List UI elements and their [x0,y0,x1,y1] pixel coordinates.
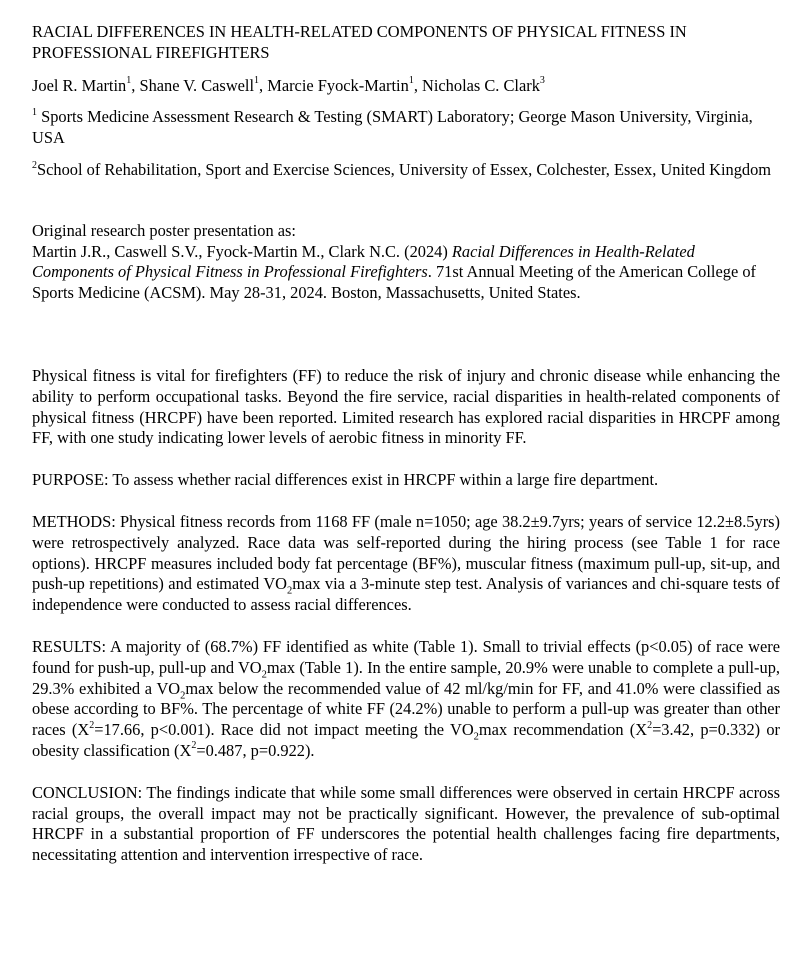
author-affiliation-mark: 1 [126,75,132,87]
citation-text [32,242,780,304]
affiliation-text: Sports Medicine Assessment Research & Testing (SMART) Laboratory; George Mason University, Virginia, USA [32,107,753,148]
affiliation-mark: 2 [32,159,37,171]
affiliation-1 [32,107,780,149]
presentation-citation [32,221,780,304]
citation-venue: . 71st Annual Meeting of the American College of Sports Medicine (ACSM). May 28-31, 2024. Boston, Massachusetts, United States. [32,262,756,303]
background-paragraph: Physical fitness is vital for firefighters (FF) to reduce the risk of injury and chronic disease while enhancing the ability to perform occupational tasks. Beyond the fire service, racial disparities in health-related components of physical fitness (HRCPF) have been reported. Limited research has explored racial disparities in HRCPF among FF, with one study indicating lower levels of aerobic fitness in minority FF. [32,365,780,448]
author-affiliation-mark: 1 [254,75,260,87]
presentation-intro: Original research poster presentation as: [32,220,296,240]
author-name: Shane V. Caswell [139,75,255,95]
results-paragraph: RESULTS: A majority of (68.7%) FF identified as white (Table 1). Small to trivial effects (p<0.05) of race were found for push-up, pull-up and $VO_2\max$ (Table 1). In the entire sample, 20.9% were unable to complete a pull-up, 29.3% exhibited a $VO_2\max$ below the recommended value of 42 ml/kg/min for FF, and 41.0% were classified as obese according to BF%. The percentage of white FF (24.2%) unable to perform a pull-up was greater than other races ($X^2=17.66$, p<0.001). Race did not impact meeting the $VO_2\max$ recommendation ($X^2=3.42$, p=0.332) or obesity classification ($X^2=0.487$, p=0.922). [32,636,781,760]
author-name: Nicholas C. Clark [422,75,540,95]
abstract-document [32,22,780,866]
affiliation-mark: 1 [32,106,37,118]
affiliation-2 [32,160,780,181]
document-title: RACIAL DIFFERENCES IN HEALTH-RELATED COMPONENTS OF PHYSICAL FITNESS IN PROFESSIONAL FIREFIGHTERS [32,22,687,62]
citation-title: Racial Differences in Health-Related Components of Physical Fitness in Professional Firefighters [32,241,695,282]
author-affiliation-mark: 1 [408,75,414,87]
methods-paragraph: METHODS: Physical fitness records from 1168 FF (male n=1050; age 38.2±9.7yrs; years of service 12.2±8.5yrs) were retrospectively analyzed. Race data was self-reported during the hiring process (see Table 1 for race options). HRCPF measures included body fat percentage (BF%), muscular fitness (maximum pull-up, sit-up, and push-up repetitions) and estimated $VO_2\max$ via a 3-minute step test. Analysis of variances and chi-square tests of independence were conducted to assess racial differences. [32,511,781,615]
purpose-paragraph: PURPOSE: To assess whether racial differences exist in HRCPF within a large fire department. [32,470,659,490]
author-list: Joel R. Martin$^1$, Shane V. Caswell$^1$, Marcie Fyock-Martin$^1$, Nicholas C. Clark$^3$ [32,75,545,95]
affiliation-text: School of Rehabilitation, Sport and Exercise Sciences, University of Essex, Colchester, Essex, United Kingdom [37,159,772,179]
author-name: Marcie Fyock-Martin [267,75,409,95]
conclusion-paragraph: CONCLUSION: The findings indicate that while some small differences were observed in certain HRCPF across racial groups, the overall impact may not be practically significant. However, the prevalence of sub-optimal HRCPF in a substantial proportion of FF underscores the potential health challenges facing fire departments, necessitating attention and intervention irrespective of race. [32,782,780,865]
author-affiliation-mark: 3 [539,75,545,87]
author-name: Joel R. Martin [32,75,127,95]
citation-authors: Martin J.R., Caswell S.V., Fyock-Martin M., Clark N.C. (2024) [32,241,452,261]
